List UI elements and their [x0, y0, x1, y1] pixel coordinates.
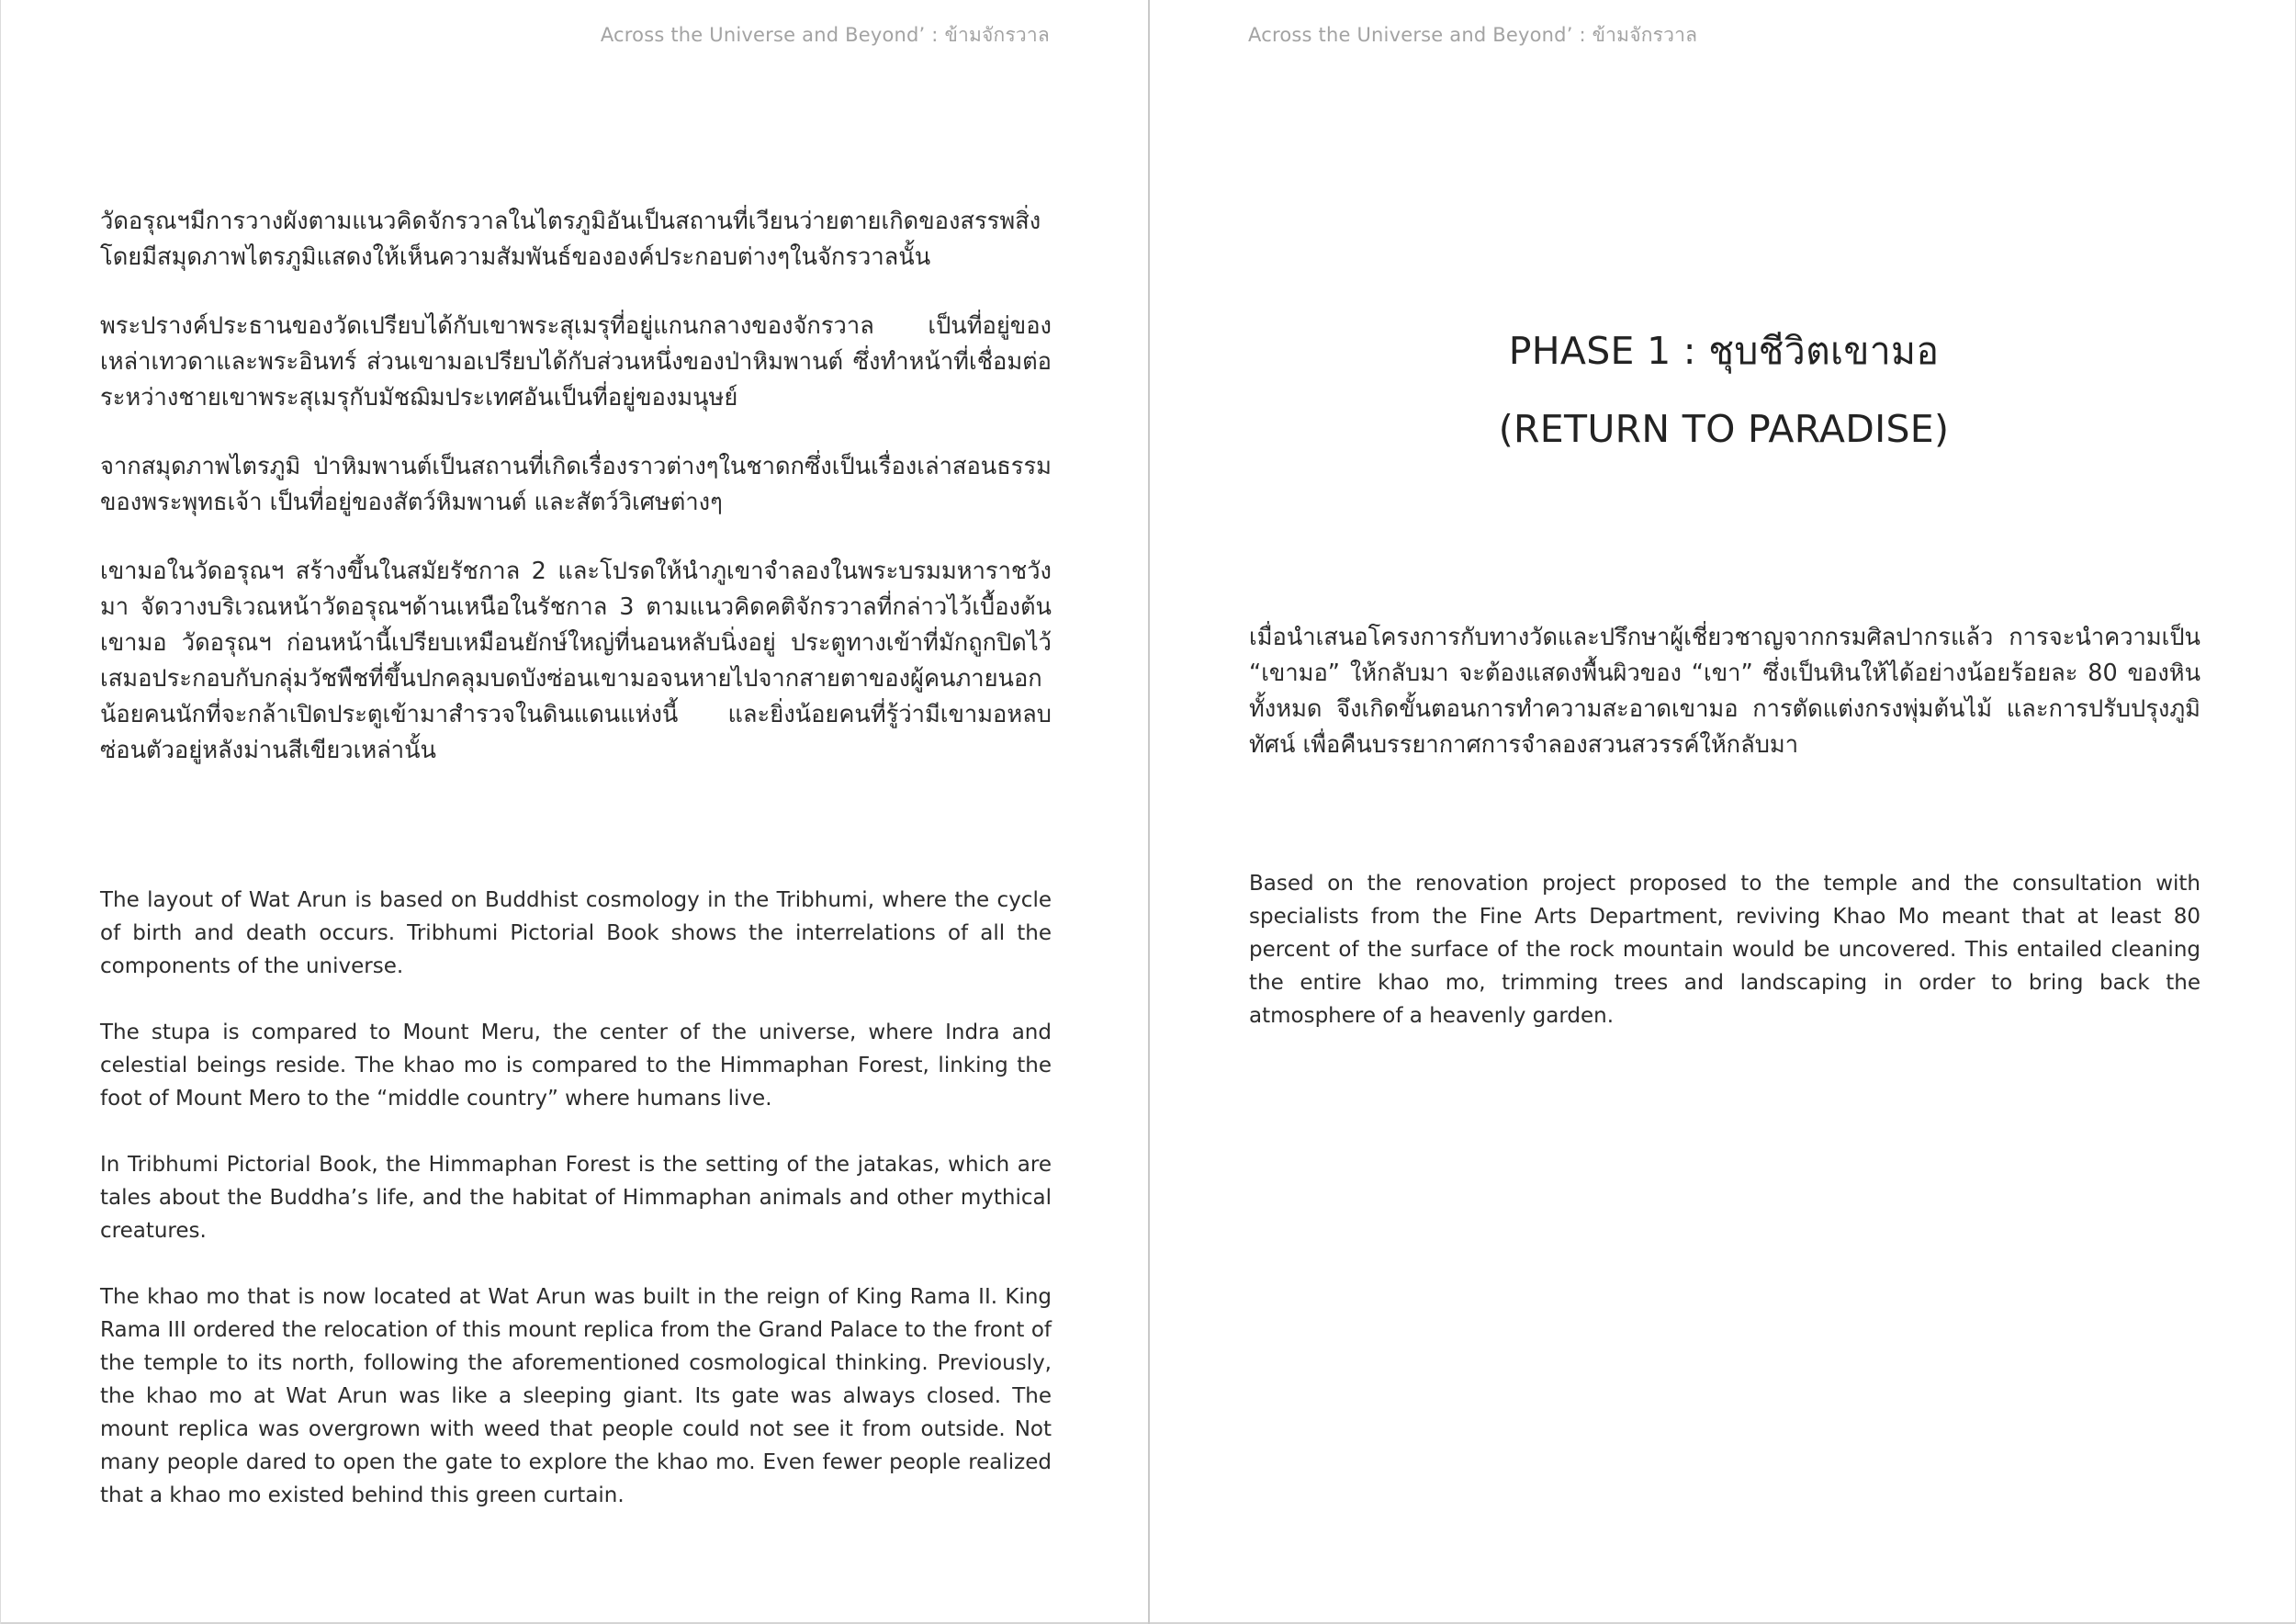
right-english-paragraph: Based on the renovation project proposed to the temple and the consultation with specialists from the Fine Arts Department, reviving Khao Mo meant that at least 80 percent of the surface of the rock mountain would be uncovered. This entailed cleaning the entire khao mo, trimming trees and landscaping in order to bring back the atmosphere of a heavenly garden. — [1249, 872, 2200, 1028]
right-thai-paragraph: เมื่อนำเสนอโครงการกับทางวัดและปรึกษาผู้เชี่ยวชาญจากกรมศิลปากรแล้ว การจะนำความเป็น “เขามอ” ให้กลับมา จะต้องแสดงพื้นผิวของ “เขา” ซึ่งเป็นหินให้ได้อย่างน้อยร้อยละ 80 ของหินทั้งหมด จึงเกิดขั้นตอนการทำความสะอาดเขามอ การตัดแต่งกรงพุ่มต้นไม้ และการปรับปรุงภูมิทัศน์ เพื่อคืนบรรยากาศการจำลองสวนสวรรค์ให้กลับมา — [1249, 624, 2200, 759]
left-thai-paragraph-1: วัดอรุณฯมีการวางผังตามแนวคิดจักรวาลในไตรภูมิอันเป็นสถานที่เวียนว่ายตายเกิดของสรรพสิ่ง โดยมีสมุดภาพไตรภูมิแสดงให้เห็นความสัมพันธ์ขององค์ประกอบต่างๆในจักรวาลนั้น — [100, 208, 1041, 271]
phase-subtitle: (RETURN TO PARADISE) — [1498, 407, 1950, 451]
left-english-text — [100, 884, 1052, 1545]
left-thai-text — [100, 204, 1052, 802]
left-english-paragraph-3: In Tribhumi Pictorial Book, the Himmaphan Forest is the setting of the jatakas, which are tales about the Buddha’s life, and the habitat of Himmaphan animals and other mythical creatures. — [100, 1153, 1052, 1243]
left-english-paragraph-2: The stupa is compared to Mount Meru, the center of the universe, where Indra and celestial beings reside. The khao mo is compared to the Himmaphan Forest, linking the foot of Mount Mero to the “middle country” where humans live. — [100, 1021, 1052, 1111]
left-english-paragraph-1: The layout of Wat Arun is based on Buddhist cosmology in the Tribhumi, where the cycle of birth and death occurs. Tribhumi Pictorial Book shows the interrelations of all the components of the universe. — [100, 888, 1052, 978]
phase-title: PHASE 1 : ชุบชีวิตเขามอ — [1508, 329, 1940, 373]
right-english-text — [1249, 867, 2200, 1066]
left-thai-paragraph-3: จากสมุดภาพไตรภูมิ ป่าหิมพานต์เป็นสถานที่เกิดเรื่องราวต่างๆในชาดกซึ่งเป็นเรื่องเล่าสอนธรรมของพระพุทธเจ้า เป็นที่อยู่ของสัตว์หิมพานต์ และสัตว์วิเศษต่างๆ — [100, 453, 1052, 516]
left-running-head: Across the Universe and Beyond’ : ข้ามจักรวาล — [600, 24, 1050, 46]
right-running-head: Across the Universe and Beyond’ : ข้ามจักรวาล — [1248, 24, 1698, 46]
left-thai-paragraph-4: เขามอในวัดอรุณฯ สร้างขึ้นในสมัยรัชกาล 2 และโปรดให้นำภูเขาจำลองในพระบรมมหาราชวังมา จัดวางบริเวณหน้าวัดอรุณฯด้านเหนือในรัชกาล 3 ตามแนวคิดคติจักรวาลที่กล่าวไว้เบื้องต้น เขามอ วัดอรุณฯ ก่อนหน้านี้เปรียบเหมือนยักษ์ใหญ่ที่นอนหลับนิ่งอยู่ ประตูทางเข้าที่มักถูกปิดไว้เสมอประกอบกับกลุ่มวัชพืชที่ขึ้นปกคลุมบดบังซ่อนเขามอจนหายไปจากสายตาของผู้คนภายนอก น้อยคนนักที่จะกล้าเปิดประตูเข้ามาสำรวจในดินแดนแห่งนี้ และยิ่งน้อยคนที่รู้ว่ามีเขามอหลบซ่อนตัวอยู่หลังม่านสีเขียวเหล่านั้น — [100, 558, 1052, 764]
left-english-paragraph-4: The khao mo that is now located at Wat Arun was built in the reign of King Rama II. King Rama III ordered the relocation of this mount replica from the Grand Palace to the front of the temple to its north, following the aforementioned cosmological thinking. Previously, the khao mo at Wat Arun was like a sleeping giant. Its gate was always closed. The mount replica was overgrown with weed that people could not see it from outside. Not many people dared to open the gate to explore the khao mo. Even fewer people realized that a khao mo existed behind this green curtain. — [100, 1285, 1052, 1507]
right-thai-text — [1249, 620, 2200, 796]
right-page — [1148, 0, 2296, 1624]
left-thai-paragraph-2: พระปรางค์ประธานของวัดเปรียบได้กับเขาพระสุเมรุที่อยู่แกนกลางของจักรวาล เป็นที่อยู่ของเหล่าเทวดาและพระอินทร์ ส่วนเขามอเปรียบได้กับส่วนหนึ่งของป่าหิมพานต์ ซึ่งทำหน้าที่เชื่อมต่อระหว่างชายเขาพระสุเมรุกับมัชฌิมประเทศอันเป็นที่อยู่ของมนุษย์ — [100, 312, 1052, 412]
